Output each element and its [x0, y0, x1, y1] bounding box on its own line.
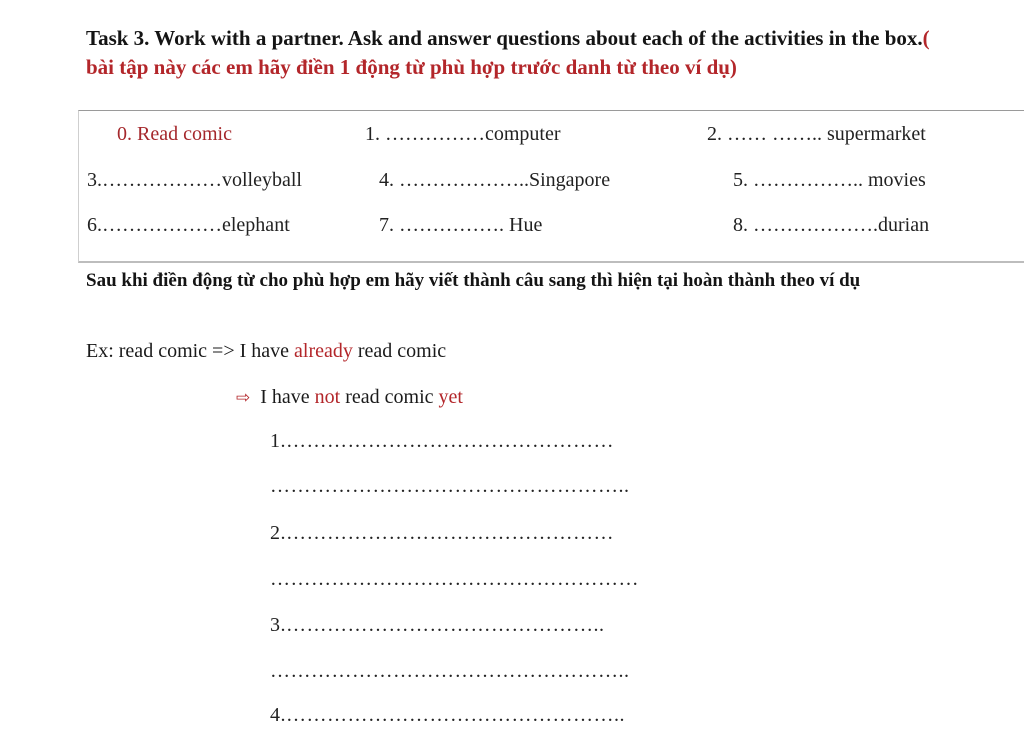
activity-item-0: 0. Read comic: [117, 123, 232, 145]
negative-yet: yet: [438, 386, 463, 408]
answer-line-1[interactable]: 1.…………………………………………: [270, 430, 614, 452]
example-suffix: read comic: [352, 340, 447, 362]
activity-item-7: 7. ……………. Hue: [379, 214, 543, 236]
answer-line-2b[interactable]: ………………………………………………: [270, 568, 639, 590]
answer-line-4[interactable]: 4.…………………………………………..: [270, 704, 625, 726]
instruction-text: Sau khi điền động từ cho phù hợp em hãy viết thành câu sang thì hiện tại hoàn thành theo ví dụ: [86, 270, 861, 291]
task-title-vietnamese: ( bài tập này các em hãy điền 1 động từ phù hợp trước danh từ theo ví dụ): [86, 26, 930, 79]
activity-item-8: 8. ……………….durian: [733, 214, 930, 236]
example-sentence: [86, 340, 446, 363]
activities-box: [78, 110, 1024, 263]
activity-item-2: 2. …… …….. supermarket: [707, 123, 926, 145]
example-prefix: Ex: read comic => I have: [86, 340, 295, 362]
negative-part-b: read comic: [340, 386, 439, 408]
example-already: already: [294, 340, 353, 362]
task-title-english: Task 3. Work with a partner. Ask and answer questions about each of the activities in the box.: [86, 26, 923, 50]
answer-line-1b[interactable]: ……………………………………………..: [270, 475, 630, 497]
answer-line-3b[interactable]: ……………………………………………..: [270, 660, 630, 682]
activity-item-1: 1. ……………computer: [365, 123, 561, 145]
activity-item-5: 5. …………….. movies: [733, 169, 926, 191]
activity-item-3: 3.………………volleyball: [87, 169, 302, 191]
answer-line-2[interactable]: 2.…………………………………………: [270, 522, 614, 544]
negative-part-a: I have: [260, 386, 315, 408]
activity-item-6: 6.………………elephant: [87, 214, 290, 236]
negative-not: not: [314, 386, 341, 408]
activity-item-4: 4. ………………..Singapore: [379, 169, 611, 191]
arrow-icon: ⇨: [236, 388, 251, 408]
answer-line-3[interactable]: 3.………………………………………..: [270, 614, 605, 636]
negative-example: [236, 386, 463, 409]
task-title: [86, 24, 946, 82]
